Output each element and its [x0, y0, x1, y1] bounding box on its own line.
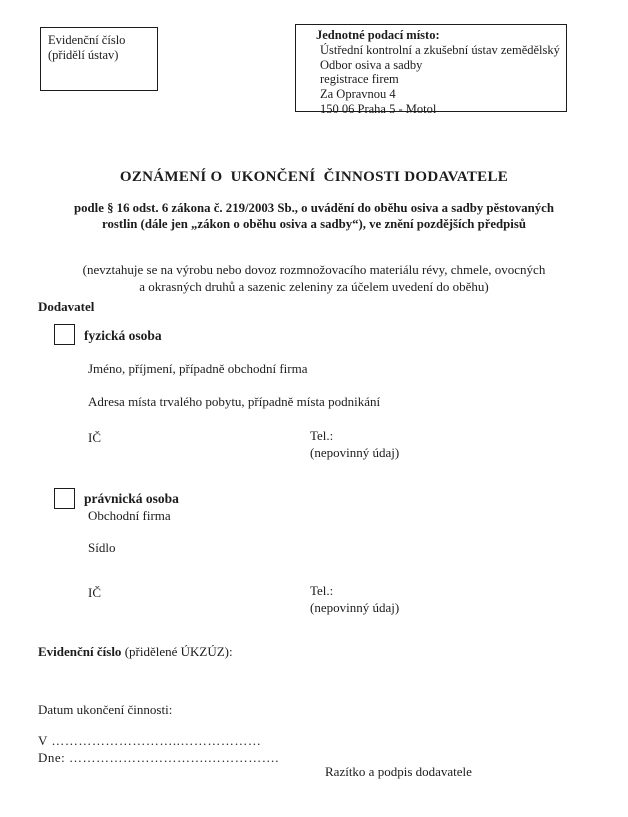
signature-label: Razítko a podpis dodavatele [325, 764, 472, 779]
evidence-number-line [38, 644, 233, 660]
subtitle-line2: rostlin (dále jen „zákon o oběhu osiva a sadby“), ve znění pozdějších předpisů [102, 217, 526, 231]
evidence-box-line1: Evidenční číslo [48, 33, 126, 47]
natural-person-name-label: Jméno, příjmení, případně obchodní firma [88, 361, 308, 376]
filing-office-street: Za Opravnou 4 [320, 87, 396, 102]
subtitle-line1: podle § 16 odst. 6 zákona č. 219/2003 Sb., o uvádění do oběhu osiva a sadby pěstovaných [74, 201, 554, 215]
legal-person-seat-label: Sídlo [88, 540, 116, 555]
note-line2: a okrasných druhů a sazenic zeleniny za účelem uvedení do oběhu) [139, 279, 489, 294]
filing-office-title: Jednotné podací místo: [316, 28, 440, 42]
legal-person-tel-note: (nepovinný údaj) [310, 600, 400, 615]
natural-person-ic-label: IČ [88, 430, 101, 445]
note-line1: (nevztahuje se na výrobu nebo dovoz rozmnožovacího materiálu révy, chmele, ovocných [82, 262, 546, 277]
legal-person-ic-label: IČ [88, 585, 101, 600]
filing-office-org: Ústřední kontrolní a zkušební ústav zemědělský [320, 42, 560, 57]
evidence-number-box [40, 27, 158, 91]
scope-note [0, 261, 628, 295]
supplier-heading: Dodavatel [38, 299, 95, 314]
filing-office-unit: registrace firem [320, 72, 399, 87]
termination-date-label: Datum ukončení činnosti: [38, 702, 173, 717]
natural-person-tel-label: Tel.: [310, 428, 334, 443]
evidence-number-suffix: (přidělené ÚKZÚZ): [121, 644, 233, 659]
legal-person-firm-label: Obchodní firma [88, 508, 171, 523]
legal-person-label: právnická osoba [84, 491, 179, 506]
natural-person-checkbox[interactable] [54, 324, 75, 345]
natural-person-label: fyzická osoba [84, 328, 162, 343]
evidence-box-line2: (přidělí ústav) [48, 48, 119, 62]
document-subtitle [0, 200, 628, 232]
legal-person-tel-label: Tel.: [310, 583, 334, 598]
filing-office-city: 150 06 Praha 5 - Motol [320, 101, 437, 116]
filing-office-dept: Odbor osiva a sadby [320, 57, 423, 72]
natural-person-tel-note: (nepovinný údaj) [310, 445, 400, 460]
place-fill-line: V ………………………..……………… [38, 733, 262, 748]
natural-person-address-label: Adresa místa trvalého pobytu, případně místa podnikání [88, 394, 381, 409]
legal-person-checkbox[interactable] [54, 488, 75, 509]
date-fill-line: Dne: ………………………….……………. [38, 750, 280, 765]
document-title: OZNÁMENÍ O UKONČENÍ ČINNOSTI DODAVATELE [119, 169, 509, 185]
filing-office-box [295, 24, 567, 116]
evidence-number-label: Evidenční číslo [38, 644, 122, 659]
